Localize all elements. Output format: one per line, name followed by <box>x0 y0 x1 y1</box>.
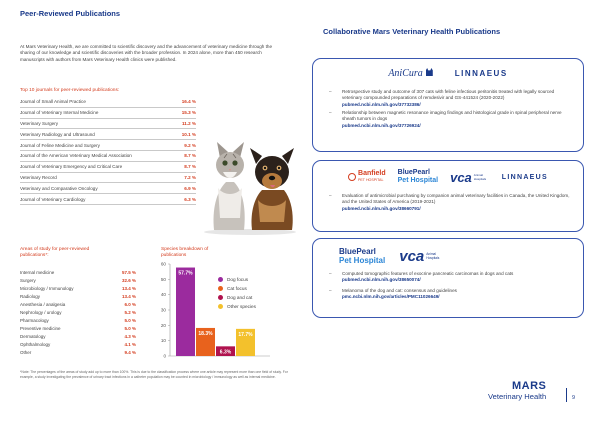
bar-value-label: 6.3% <box>219 349 232 356</box>
right-heading: Collaborative Mars Veterinary Health Publications <box>323 27 501 36</box>
y-tick-label: 20 <box>160 322 166 328</box>
list-item: Nephrology / urology 5.2 % <box>20 310 136 316</box>
list-item: Journal of Small Animal Practice 16.4 % <box>20 97 196 108</box>
mars-logo-subtitle: Veterinary Health <box>488 392 547 401</box>
linnaeus-logo: LINNAEUS <box>454 69 508 78</box>
publication-card <box>312 238 584 318</box>
legend-item: Dog and cat <box>218 293 256 302</box>
left-heading: Peer-Reviewed Publications <box>20 9 121 18</box>
list-item: Journal of the American Veterinary Medical Association 8.7 % <box>20 151 196 162</box>
list-item: Journal of Veterinary Emergency and Critical Care 8.7 % <box>20 162 196 173</box>
list-item: Journal of Veterinary Cardiology 6.3 % <box>20 194 196 205</box>
banfield-mark-icon <box>348 173 356 181</box>
dog-illustration <box>250 148 294 230</box>
y-tick-label: 60 <box>160 262 166 267</box>
areas-title: Areas of study for peer-reviewed publications*: <box>20 247 90 259</box>
card-logos <box>313 169 583 185</box>
publication-link[interactable]: pubmed.ncbi.nlm.nih.gov/38650074/ <box>342 277 421 283</box>
legend-item: Dog focus <box>218 275 256 284</box>
list-item: Journal of Veterinary Internal Medicine 15.3 % <box>20 108 196 119</box>
list-item: Pharmacology 5.0 % <box>20 318 136 324</box>
chart-legend <box>218 275 256 311</box>
list-item: Internal medicine 57.5 % <box>20 269 136 275</box>
list-item: – Melanoma of the dog and cat: consensus and guidelines <box>329 287 457 293</box>
y-tick-label: 0 <box>163 353 166 359</box>
bar-dog-focus <box>176 268 195 356</box>
intro-paragraph: At Mars Veterinary Health, we are committed to scientific discovery and the advancement of veterinary medicine through the sharing of our knowledge and scientific discoveries with the broader profession. In 2024 alone, more than 450 research manuscripts with authors from Mars Veterinary Health clinics were published. <box>20 44 273 62</box>
legend-dot <box>218 304 223 309</box>
anicura-logo: AniCura <box>388 68 432 79</box>
bar-value-label: 57.7% <box>178 270 193 277</box>
top10-list <box>20 97 196 205</box>
top10-title: Top 10 journals for peer-reviewed publications: <box>20 88 120 93</box>
footer-divider <box>566 388 567 402</box>
legend-dot <box>218 277 223 282</box>
publication-card <box>312 58 584 152</box>
list-item: Surgery 32.6 % <box>20 277 136 283</box>
list-item: Anesthesia / analgesia 6.0 % <box>20 301 136 307</box>
publication-card <box>312 160 584 232</box>
list-item: Dermatology 4.3 % <box>20 334 136 340</box>
cat-illustration <box>214 142 245 230</box>
list-item: Veterinary Radiology and Ultrasound 10.1 % <box>20 129 196 140</box>
publication-link[interactable]: pubmed.ncbi.nlm.nih.gov/37732386/ <box>342 101 421 107</box>
list-item: Ophthalmology 4.1 % <box>20 342 136 348</box>
species-chart-title: Species breakdown of publications <box>161 247 209 259</box>
list-item: Journal of Feline Medicine and Surgery 9.2 % <box>20 140 196 151</box>
cat-and-dog-photo <box>200 118 300 236</box>
bluepearl-logo: BluePearl Pet Hospital <box>339 247 386 265</box>
legend-dot <box>218 286 223 291</box>
list-item: – Computed tomographic features of exocrine pancreatic carcinomas in dogs and cats <box>329 271 514 276</box>
footnote: *Note: The percentages of the areas of study add up to more than 100%. This is due to the classification process where one article may represent more than one field of study. For example, a study investigating the prevalence of urinary tract infections in a catheter population may be counted in microbiology / immunology as well as internal medicine. <box>20 370 288 379</box>
y-tick-label: 50 <box>160 276 166 282</box>
bluepearl-logo: BluePearl Pet Hospital <box>397 169 439 184</box>
legend-item: Cat focus <box>218 284 256 293</box>
list-item: Veterinary and Comparative Oncology 6.9 % <box>20 183 196 194</box>
list-item: Radiology 13.4 % <box>20 293 136 299</box>
page-number: 9 <box>572 395 576 401</box>
mars-logo: MARS <box>512 380 547 392</box>
vca-logo: vca Animal Hospitals <box>450 169 487 185</box>
card-logos <box>313 68 583 79</box>
banfield-logo: Banfield PET HOSPITAL <box>348 171 386 183</box>
linnaeus-logo: LINNAEUS <box>501 173 548 181</box>
card-logos <box>339 247 443 265</box>
publication-link[interactable]: pubmed.ncbi.nlm.nih.gov/38660791/ <box>342 205 421 211</box>
publication-link[interactable]: pmc.ncbi.nlm.nih.gov/articles/PMC11026649/ <box>342 294 440 299</box>
list-item: – Retrospective study and outcome of 307 cats with feline infectious peritonitis treated with legally sourced veterinary compounded preparations of remdesivir and GS-441524 (2020-2022) <box>329 89 555 101</box>
bar-value-label: 18.3% <box>198 330 213 337</box>
list-item: – Relationship between magnetic resonance imaging findings and histological grade in spinal peripheral nerve sheath tumors in dogs <box>329 110 562 122</box>
publication-link[interactable]: pubmed.ncbi.nlm.nih.gov/37726924/ <box>342 122 421 128</box>
list-item: Microbiology / Immunology 13.4 % <box>20 285 136 291</box>
list-item: – Evaluation of antimicrobial purchasing by companion animal veterinary facilities in Canada, the United Kingdom, and the United States of America (2019-2021) <box>329 193 570 205</box>
list-item: Veterinary Record 7.2 % <box>20 173 196 184</box>
legend-dot <box>218 295 223 300</box>
list-item: Other 9.4 % <box>20 350 136 356</box>
areas-list <box>20 268 136 357</box>
y-tick-label: 40 <box>160 292 166 298</box>
list-item: Preventive medicine 5.0 % <box>20 326 136 332</box>
vca-logo: vca Animal Hospitals <box>399 247 440 265</box>
cat-icon <box>426 68 433 76</box>
bar-value-label: 17.7% <box>238 331 253 338</box>
y-tick-label: 30 <box>160 307 166 313</box>
legend-item: Other species <box>218 302 256 311</box>
list-item: Veterinary Surgery 11.2 % <box>20 119 196 130</box>
y-tick-label: 10 <box>160 338 166 344</box>
